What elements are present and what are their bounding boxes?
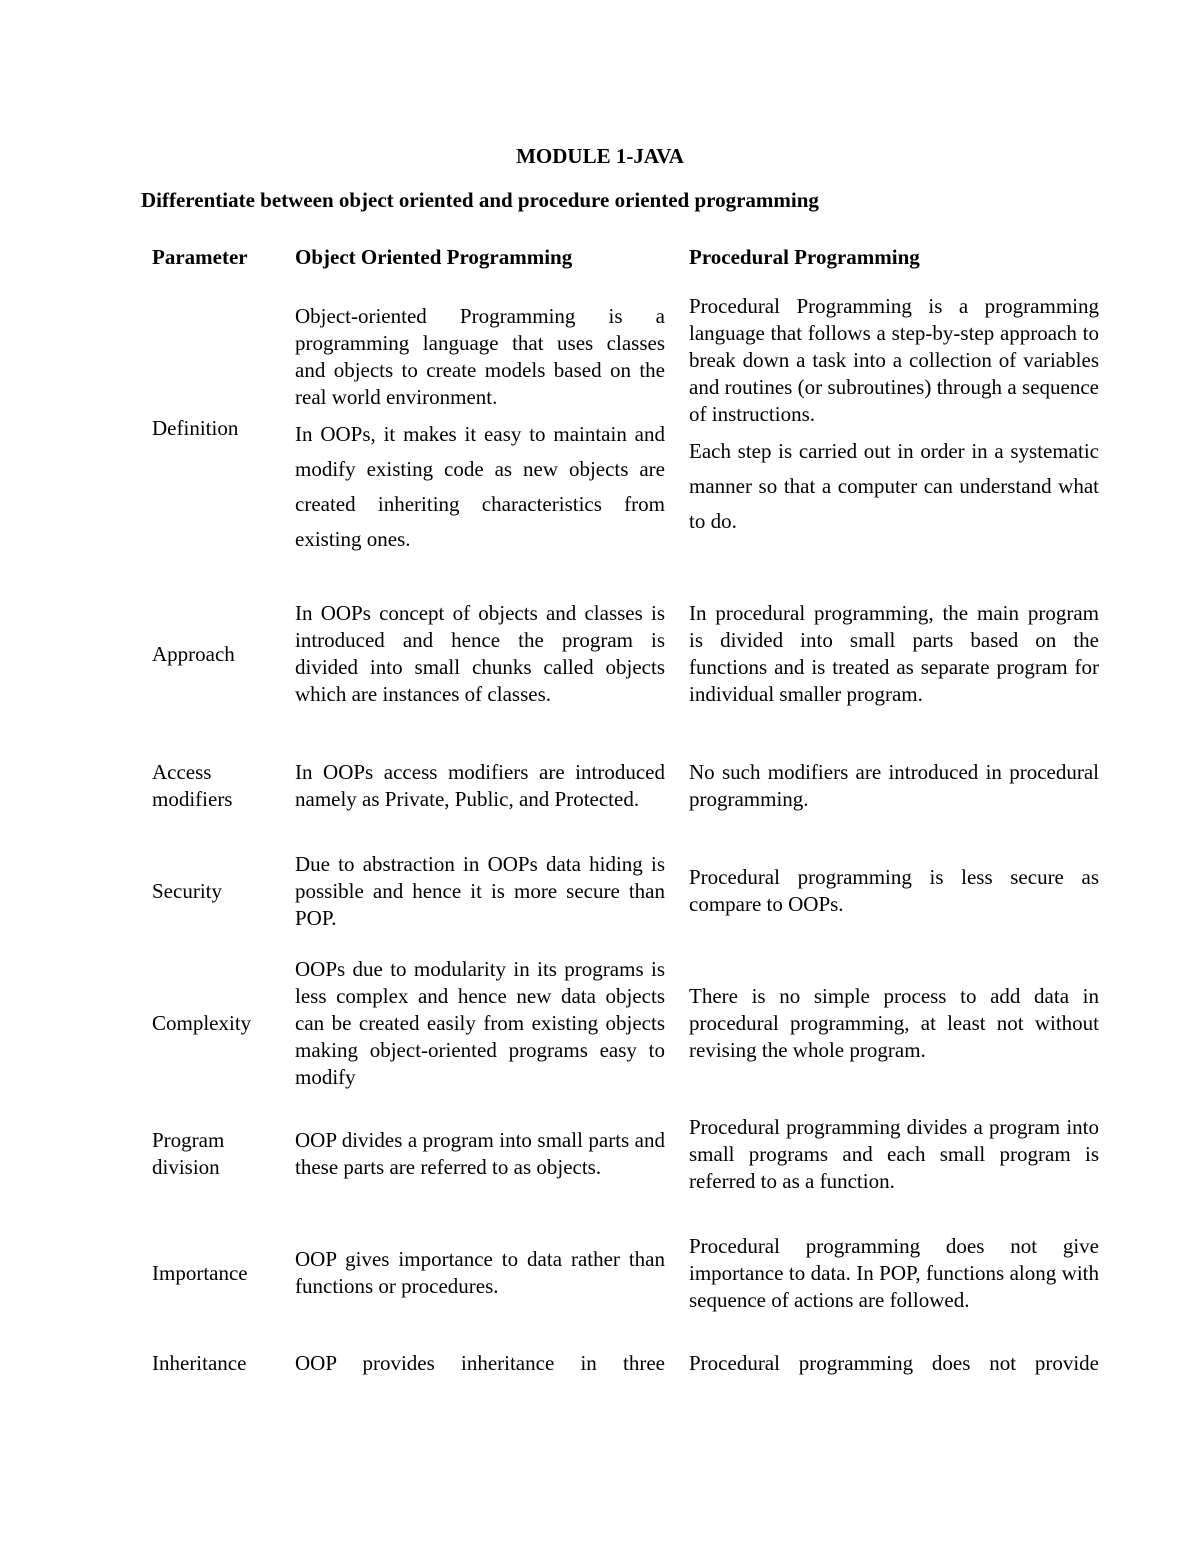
pop-cell [689,1113,1099,1195]
table-row-program-division [0,1113,1200,1195]
header-pop: Procedural Programming [689,245,920,269]
pop-cell [689,850,1099,932]
table-row-complexity [0,954,1200,1092]
oop-paragraph: In OOPs access modifiers are introduced namely as Private, Public, and Protected. [295,760,665,811]
oop-paragraph: In OOPs, it makes it easy to maintain and modify existing code as new objects are created inheriting characteristics from existing ones. [295,422,665,551]
oop-cell [295,850,665,932]
parameter-label: Inheritance [152,1351,247,1375]
header-parameter: Parameter [152,245,248,269]
oop-cell [295,1113,665,1195]
parameter-cell [152,293,277,563]
parameter-label: Access modifiers [152,760,233,811]
parameter-label: Approach [152,641,235,666]
pop-paragraph: Procedural programming does not provide [689,1351,1099,1375]
oop-paragraph: OOP gives importance to data rather than functions or procedures. [295,1247,665,1298]
pop-cell [689,745,1099,827]
table-row-approach [0,586,1200,722]
pop-paragraph: Procedural programming does not give importance to data. In POP, functions along with sequence of actions are followed. [689,1233,1099,1312]
pop-paragraph: Procedural Programming is a programming language that follows a step-by-step approach to break down a task into a collection of variables and routines (or subroutines) through a sequence of instructions. [689,294,1099,426]
pop-cell [689,1350,1099,1377]
pop-cell [689,293,1099,563]
parameter-cell [152,954,277,1092]
oop-paragraph: OOP divides a program into small parts and these parts are referred to as objects. [295,1128,665,1179]
oop-cell [295,1350,665,1377]
oop-paragraph: In OOPs concept of objects and classes is introduced and hence the program is divided into small chunks called objects which are instances of classes. [295,601,665,706]
parameter-label: Definition [152,415,239,440]
header-oop: Object Oriented Programming [295,245,573,269]
parameter-label: Importance [152,1260,248,1285]
table-row-security [0,850,1200,932]
table-row-inheritance [0,1350,1200,1377]
parameter-cell [152,850,277,932]
pop-cell [689,1218,1099,1328]
pop-paragraph: Each step is carried out in order in a systematic manner so that a computer can understand what to do. [689,439,1099,533]
pop-cell [689,586,1099,722]
oop-cell [295,745,665,827]
parameter-label: Program division [152,1128,225,1179]
pop-cell [689,954,1099,1092]
pop-paragraph: In procedural programming, the main program is divided into small parts based on the functions and is treated as separate program for individual smaller program. [689,601,1099,706]
oop-cell [295,1218,665,1328]
pop-paragraph: Procedural programming is less secure as compare to OOPs. [689,865,1099,916]
oop-paragraph: OOPs due to modularity in its programs is less complex and hence new data objects can be created easily from existing objects making object-oriented programs easy to modify [295,956,665,1089]
oop-cell [295,586,665,722]
pop-paragraph: No such modifiers are introduced in procedural programming. [689,760,1099,811]
oop-cell [295,954,665,1092]
document-title: MODULE 1-JAVA [516,144,684,168]
table-row-importance [0,1218,1200,1328]
oop-paragraph: Object-oriented Programming is a programming language that uses classes and objects to create models based on the real world environment. [295,304,665,409]
parameter-cell [152,586,277,722]
parameter-cell [152,1113,277,1195]
parameter-cell [152,1350,277,1377]
oop-paragraph: Due to abstraction in OOPs data hiding is possible and hence it is more secure than POP. [295,851,665,930]
oop-cell [295,303,665,563]
table-row-access-modifiers [0,745,1200,827]
pop-paragraph: There is no simple process to add data in procedural programming, at least not without revising the whole program. [689,983,1099,1062]
table-row-definition [0,293,1200,563]
oop-paragraph: OOP provides inheritance in three [295,1351,665,1375]
parameter-cell [152,745,277,827]
document-subtitle: Differentiate between object oriented and procedure oriented programming [141,188,819,212]
pop-paragraph: Procedural programming divides a program into small programs and each small program is referred to as a function. [689,1114,1099,1193]
parameter-label: Security [152,878,222,903]
parameter-label: Complexity [152,1010,252,1035]
parameter-cell [152,1218,277,1328]
